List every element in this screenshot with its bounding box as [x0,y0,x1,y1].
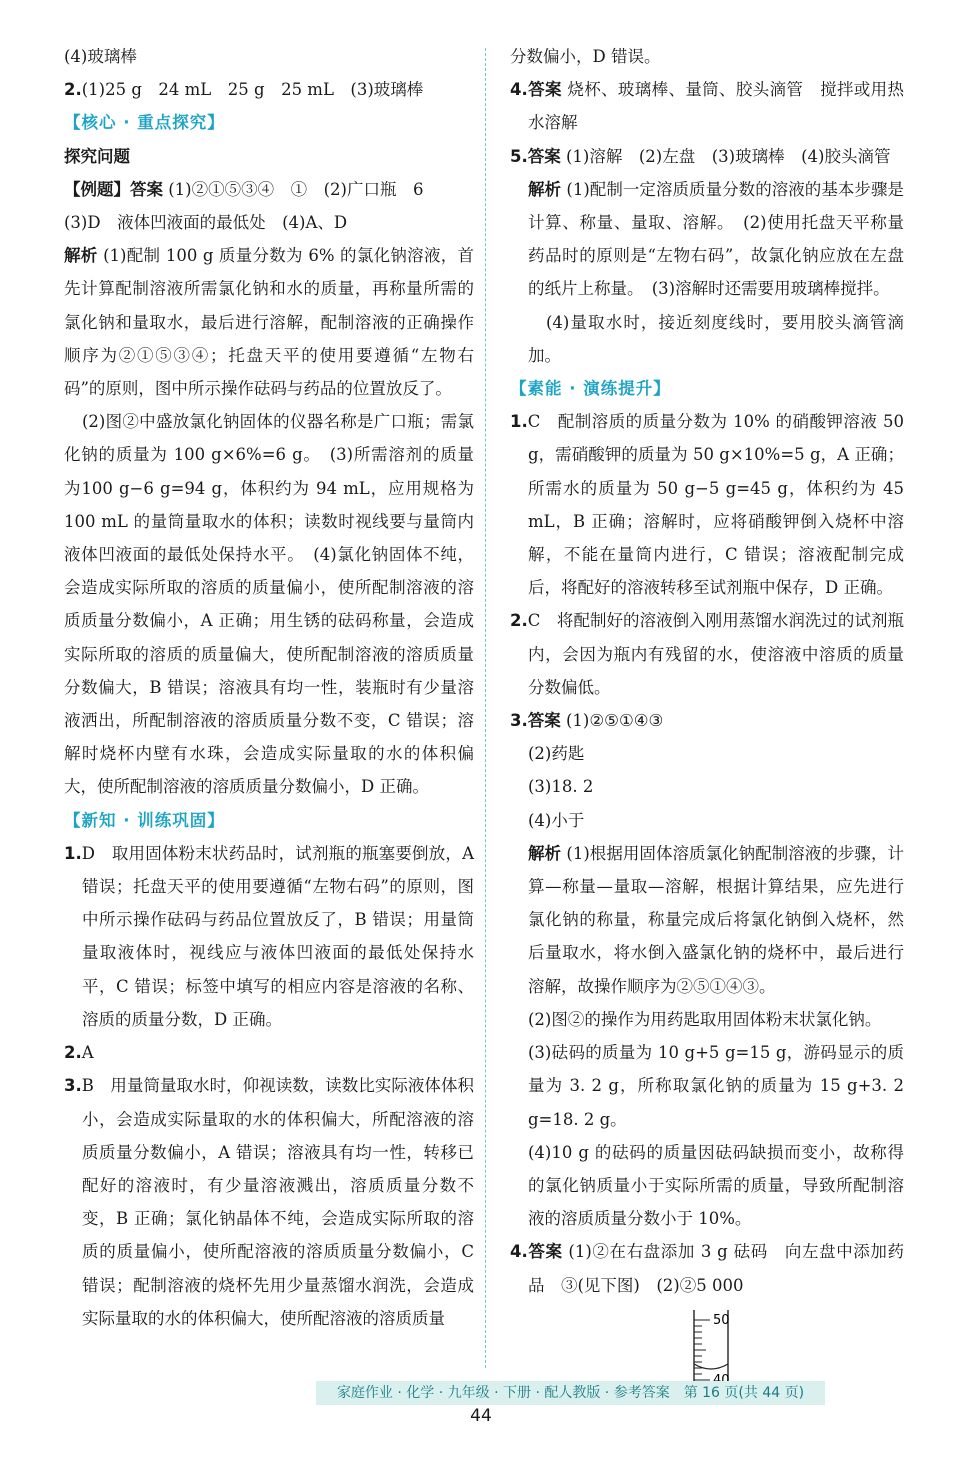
left-column [64,40,474,1335]
answer-text: D 取用固体粉末状药品时，试剂瓶的瓶塞要倒放，A 错误；托盘天平的使用要遵循“左物右码”的原则，图中所示操作砝码与药品位置放反了，B 错误；用量筒量取液体时，视线应与液体凹液面的最低处保持水平，C 错误；标签中填写的相应内容是溶液的名称、溶质的质量分数，D 正确。 [81,843,474,1029]
answer-text: A [81,1043,94,1063]
example-answer-cont: (3)D 液体凹液面的最低处 (4)A、D [64,213,348,233]
question-4 [510,73,904,139]
analysis-paragraph: (2)图②中盛放氯化钠固体的仪器名称是广口瓶；需氯化钠的质量为 100 g×6%=6 g。 (3)所需溶剂的质量为100 g−6 g=94 g，体积约为 94 mL，应用规格为100 mL 的量筒量取水的体积；读数时视线要与量筒内液体凹液面的最低处保持水平。 (4)氯化钠固体不纯，会造成实际所取的溶质的质量偏小，使所配制溶液的溶质质量分数偏小，A 正确；用生锈的砝码称量，会造成实际所取的溶质的质量偏大，使所配制溶液的溶质质量分数偏大，B 错误；溶液具有均一性，装瓶时有少量溶液洒出，所配制溶液的溶质质量分数不变，C 错误；溶解时烧杯内壁有水珠，会造成实际量取的水的体积偏大，使所配制溶液的溶质质量分数偏小，D 正确。 [64,412,474,797]
analysis-label: 解析 [528,179,562,199]
answer-label: 答案 [527,80,562,100]
answer-label: 答案 [527,146,561,166]
analysis-paragraph: (4)10 g 的砝码的质量因砝码缺损而变小，故称得的氯化钠质量小于实际所需的质量，导致所配制溶液的溶质质量分数小于 10%。 [528,1142,904,1229]
page-number: 44 [470,1406,492,1426]
question-number: 2. [64,1043,82,1063]
answer-text: B 用量筒量取水时，仰视读数，读数比实际液体体积小，会造成实际量取的水的体积偏大，所配溶液的溶质质量分数偏小，A 错误；溶液具有均一性，转移已配好的溶液时，有少量溶液溅出，溶质质量分数不变，B 正确；氯化钠晶体不纯，会造成实际所取的溶质的质量偏小，使所配溶液的溶质质量分数偏小，C 错误；配制溶液的烧杯先用少量蒸馏水润洗，会造成实际量取的水的体积偏大，使所配溶液的溶质质量 [81,1076,474,1328]
question-5 [510,140,904,173]
subheading: 探究问题 [64,146,130,166]
analysis-paragraph [510,837,904,1003]
right-column [510,40,904,1400]
question-number: 5. [510,146,528,166]
skill-question-2 [510,604,904,704]
column-divider [485,48,486,1368]
analysis-label: 解析 [528,843,562,863]
analysis-paragraph [64,239,474,405]
question-number: 1. [64,843,82,863]
skill-question-1 [510,405,904,604]
answer-label: 答案 [527,1242,563,1262]
section-heading-skill: 【素能 · 演练提升】 [510,379,671,399]
question-number: 1. [510,412,528,432]
analysis-paragraph: (2)图②的操作为用药匙取用固体粉末状氯化钠。 [528,1009,882,1029]
analysis-text: (1)配制一定溶质质量分数的溶液的基本步骤是计算、称量、量取、溶解。 (2)使用托盘天平称量药品时的原则是“左物右码”，故氯化钠应放在左盘的纸片上称量。 (3)溶解时还需要用玻璃棒搅拌。 [528,179,905,299]
answer-line: (4)小于 [528,810,585,830]
analysis-text: (1)配制 100 g 质量分数为 6% 的氯化钠溶液，首先计算配制溶液所需氯化钠和水的质量，再称量所需的氯化钠和量取水，最后进行溶解，配制溶液的正确操作顺序为②①⑤③④；托盘天平的使用要遵循“左物右码”的原则，图中所示操作砝码与药品的位置放反了。 [64,246,474,399]
continued-text: 分数偏小，D 错误。 [510,47,661,66]
answer-text: (1)②①⑤③④ ① (2)广口瓶 6 [163,179,424,199]
question-number: 3. [64,1076,82,1096]
skill-question-4 [510,1235,904,1301]
answer-line: (2)药匙 [528,744,585,764]
analysis-paragraph [510,173,904,306]
question-number: 2. [64,80,82,100]
analysis-paragraph: (3)砝码的质量为 10 g+5 g=15 g，游码显示的质量为 3. 2 g，所称取氯化钠的质量为 15 g+3. 2 g=18. 2 g。 [528,1043,904,1129]
question-number: 2. [510,611,528,631]
example-answer [64,173,474,206]
skill-question-3 [510,704,904,737]
question-3 [64,1069,474,1335]
question-number: 3. [510,711,528,731]
answer-line: (3)18. 2 [528,777,594,797]
example-label: 【例题】答案 [64,179,163,199]
answer-text: 烧杯、玻璃棒、量筒、胶头滴管 搅拌或用热水溶解 [528,80,904,133]
analysis-text: (1)根据用固体溶质氯化钠配制溶液的步骤，计算—称量—量取—溶解，根据计算结果，应先进行氯化钠的称量，称量完成后将氯化钠倒入烧杯，然后量取水，将水倒入盛氯化钠的烧杯中，最后进行溶解，故操作顺序为②⑤①④③。 [528,843,905,996]
question-number: 4. [510,80,528,100]
analysis-paragraph: (4)量取水时，接近刻度线时，要用胶头滴管滴加。 [528,312,904,365]
question-number: 4. [510,1242,528,1262]
answer-2 [64,73,474,106]
answer-text: C 将配制好的溶液倒入刚用蒸馏水润洗过的试剂瓶内，会因为瓶内有残留的水，使溶液中溶质的质量分数偏低。 [527,611,904,697]
answer-label: 答案 [527,711,561,731]
question-2 [64,1036,474,1069]
answer-text: (1)25 g 24 mL 25 g 25 mL (3)玻璃棒 [81,80,424,100]
answer-line: (4)玻璃棒 [64,47,137,66]
answer-text: (1)溶解 (2)左盘 (3)玻璃棒 (4)胶头滴管 [560,146,891,166]
answer-text: C 配制溶质的质量分数为 10% 的硝酸钾溶液 50 g，需硝酸钾的质量为 50 g×10%=5 g，A 正确；所需水的质量为 50 g−5 g=45 g，体积约为 45 mL，B 正确；溶解时，应将硝酸钾倒入烧杯中溶解，不能在量筒内进行，C 错误；溶液配制完成后，将配好的溶液转移至试剂瓶中保存，D 正确。 [527,412,904,598]
section-heading-new: 【新知 · 训练巩固】 [64,810,225,830]
answer-text: (1)②在右盘添加 3 g 砝码 向左盘中添加药品 ③(见下图) (2)②5 000 [528,1242,904,1295]
footer-bar: 家庭作业 · 化学 · 九年级 · 下册 · 配人教版 · 参考答案 第 16 页(共 44 页) [316,1381,825,1405]
analysis-label: 解析 [64,246,98,266]
section-heading-core: 【核心 · 重点探究】 [64,113,225,133]
cylinder-label-top: 50 [713,1312,730,1328]
question-1 [64,837,474,1036]
answer-text: (1)②⑤①④③ [560,711,664,731]
